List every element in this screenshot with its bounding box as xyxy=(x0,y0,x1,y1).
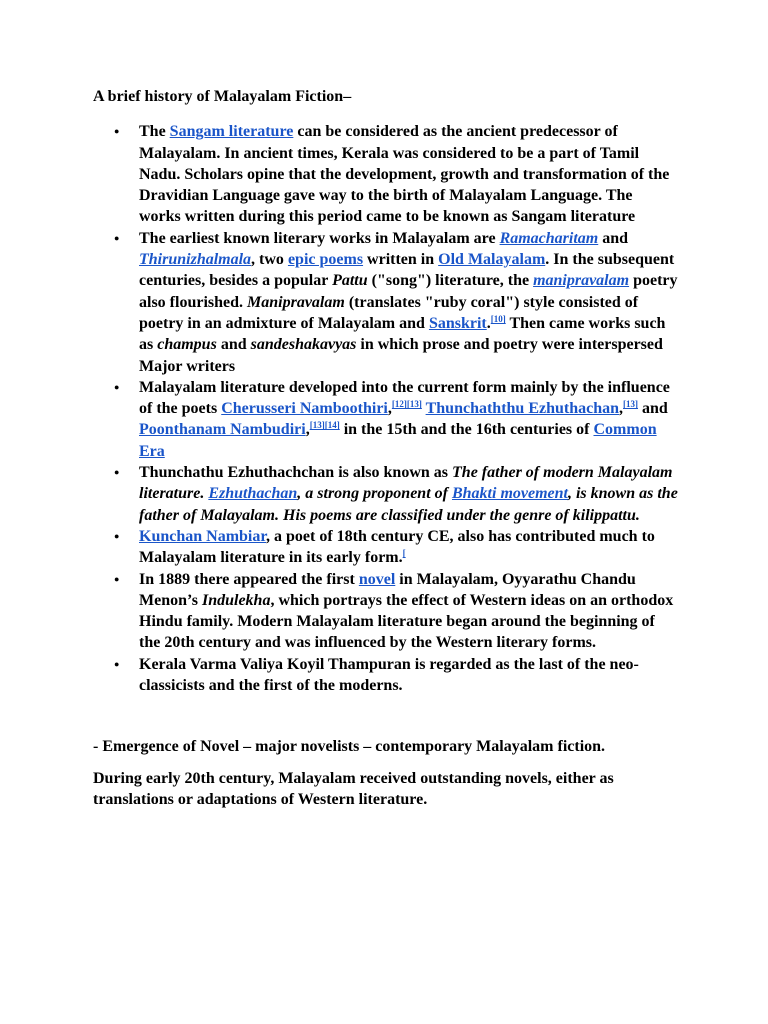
citation-link[interactable]: [10] xyxy=(490,313,506,324)
text-run: The father of modern Malayalam literature. xyxy=(139,464,673,503)
wiki-link[interactable]: Cherusseri Namboothiri xyxy=(221,400,388,418)
list-item xyxy=(139,526,678,569)
text-run: , xyxy=(387,400,392,418)
wiki-link[interactable]: Ramacharitam xyxy=(499,229,599,247)
text-run: . xyxy=(486,314,491,332)
wiki-link[interactable]: manipravalam xyxy=(533,272,630,290)
text-run: (translates "ruby coral") style consisted of poetry in an admixture of Malayalam and xyxy=(139,293,639,332)
text-run: Malayalam literature developed into the current form mainly by the influence of the poets xyxy=(139,378,670,418)
text-run: and xyxy=(598,229,629,247)
wiki-link[interactable]: Sangam literature xyxy=(169,123,294,141)
list-item xyxy=(139,569,678,654)
text-run: Thunchathu Ezhuthachchan is also known as xyxy=(139,464,453,482)
wiki-link[interactable]: novel xyxy=(358,570,396,588)
wiki-link[interactable]: Sanskrit xyxy=(428,314,487,332)
wiki-link[interactable]: Thunchaththu Ezhuthachan xyxy=(425,400,620,418)
wiki-link[interactable]: Ezhuthachan xyxy=(208,485,298,503)
document-heading: A brief history of Malayalam Fiction– xyxy=(93,88,352,105)
wiki-link[interactable]: Bhakti movement xyxy=(451,485,568,503)
text-run: Pattu xyxy=(332,272,368,290)
bullet-list xyxy=(93,121,678,696)
wiki-link[interactable]: Common Era xyxy=(139,421,657,460)
text-run: Manipravalam xyxy=(247,293,345,311)
text-run: champus xyxy=(157,336,217,354)
wiki-link[interactable]: Kunchan Nambiar xyxy=(139,527,266,545)
text-run: in the 15th and the 16th centuries of xyxy=(339,421,594,439)
text-run: Kerala Varma Valiya Koyil Thampuran is regarded as the last of the neo-classicists and the first of the moderns. xyxy=(139,655,639,695)
text-run: ("song") literature, the xyxy=(367,272,534,290)
text-run: can be considered as the ancient predecessor of Malayalam. In ancient times, Kerala was considered to be a part of Tamil Nadu. Scholars opine that the development, growth and transformation of the Dravidian Language gave way to the birth of Malayalam Language. The works written during this period came to be known as Sangam literature xyxy=(139,123,670,226)
list-item xyxy=(139,654,678,697)
text-run: Major writers xyxy=(139,357,236,375)
text-run: Indulekha xyxy=(201,591,271,609)
citation-link[interactable]: [13] xyxy=(623,399,639,410)
text-run: , a strong proponent of xyxy=(297,485,452,503)
text-run: , which portrays the effect of Western ideas on an orthodox Hindu family. Modern Malayalam literature began around the beginning of the 20th century and was influenced by the Western literary forms. xyxy=(139,591,674,652)
text-run: , is known as the father of Malayalam. His poems are classified under the genre of kilippattu. xyxy=(139,485,678,524)
wiki-link[interactable]: epic poems xyxy=(287,251,364,269)
text-run: . In the subsequent centuries, besides a popular xyxy=(139,251,675,290)
wiki-link[interactable]: Thirunizhalmala xyxy=(139,251,252,269)
citation-link[interactable]: [12][13] xyxy=(391,399,422,410)
list-item xyxy=(139,377,678,462)
citation-link[interactable]: [13][14] xyxy=(309,420,340,431)
text-run: In 1889 there appeared the first xyxy=(139,570,359,588)
text-run: sandeshakavyas xyxy=(250,336,357,354)
text-run: The earliest known literary works in Malayalam are xyxy=(139,229,500,247)
text-run: , xyxy=(619,400,624,418)
text-run: , xyxy=(305,421,310,439)
text-run: The xyxy=(139,123,170,141)
text-run: Then came works such as xyxy=(139,314,666,354)
text-run: poetry also flourished. xyxy=(139,272,678,311)
text-run: and xyxy=(216,336,251,354)
text-run: and xyxy=(638,400,668,418)
text-run: , two xyxy=(251,251,288,269)
list-item xyxy=(139,228,678,377)
list-item xyxy=(139,121,678,227)
text-run: , a poet of 18th century CE, also has contributed much to Malayalam literature in its early form. xyxy=(139,527,655,567)
section-heading: - Emergence of Novel – major novelists – contemporary Malayalam fiction. xyxy=(93,738,606,756)
text-run: written in xyxy=(363,251,439,269)
citation-link[interactable]: [ xyxy=(402,548,406,559)
text-run: in Malayalam, Oyyarathu Chandu Menon’s xyxy=(139,570,636,609)
closing-paragraph: During early 20th century, Malayalam received outstanding novels, either as translations or adaptations of Western literature. xyxy=(93,769,614,808)
text-run: in which prose and poetry were interspersed xyxy=(356,336,663,354)
list-item xyxy=(139,462,678,526)
wiki-link[interactable]: Old Malayalam xyxy=(438,251,546,269)
wiki-link[interactable]: Poonthanam Nambudiri xyxy=(139,421,306,439)
